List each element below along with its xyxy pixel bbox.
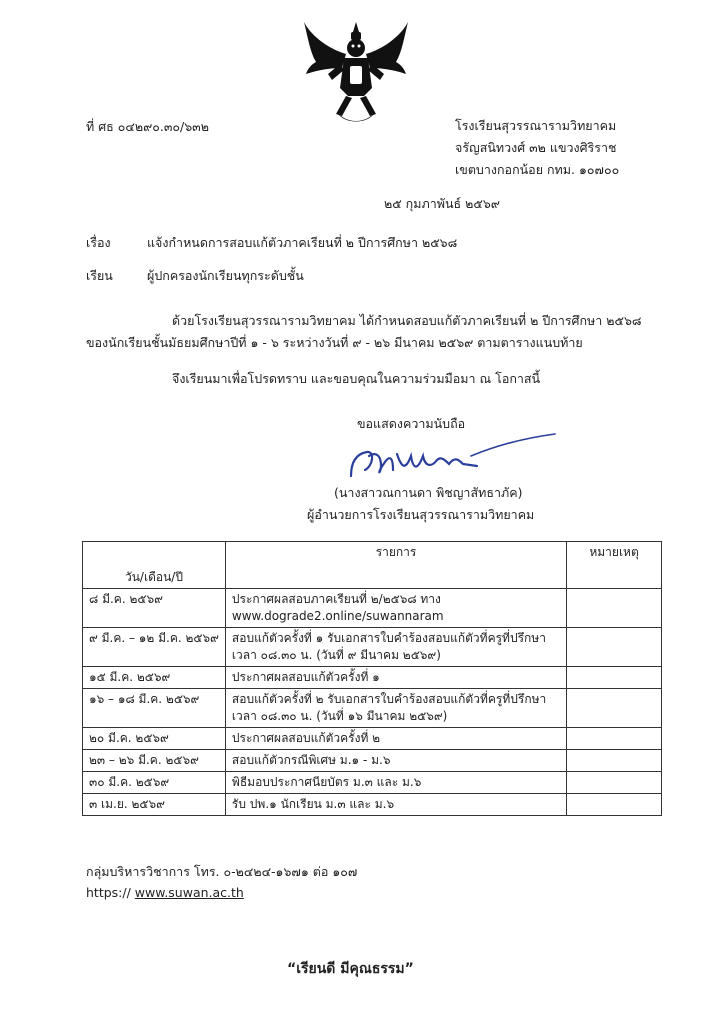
row-date: ๘ มี.ค. ๒๕๖๙ — [83, 589, 226, 628]
schedule-table — [82, 541, 662, 816]
table-row — [83, 689, 662, 728]
recipient-text: ผู้ปกครองนักเรียนทุกระดับชั้น — [147, 268, 304, 283]
table-row — [83, 589, 662, 628]
header-date: วัน/เดือน/ปี — [83, 542, 226, 589]
row-note — [567, 628, 662, 667]
row-note — [567, 589, 662, 628]
reference-number: ที่ ศธ ๐๔๒๙๐.๓๐/๖๓๒ — [86, 119, 209, 134]
body-paragraph-2: จึงเรียนมาเพื่อโปรดทราบ และขอบคุณในความร่วมมือมา ณ โอกาสนี้ — [172, 371, 541, 386]
row-item-link[interactable]: www.dograde2.online/suwannaram — [231, 609, 444, 623]
table-header-row — [83, 542, 662, 589]
address-line-2: เขตบางกอกน้อย กทม. ๑๐๗๐๐ — [455, 162, 620, 177]
subject-text: แจ้งกำหนดการสอบแก้ตัวภาคเรียนที่ ๒ ปีการศึกษา ๒๕๖๘ — [147, 235, 458, 250]
closing-phrase: ขอแสดงความนับถือ — [357, 416, 466, 431]
school-motto: “เรียนดี มีคุณธรรม” — [287, 961, 414, 977]
row-date: ๑๖ – ๑๘ มี.ค. ๒๕๖๙ — [83, 689, 226, 728]
school-name: โรงเรียนสุวรรณารามวิทยาคม — [455, 118, 617, 133]
row-item: ประกาศผลสอบแก้ตัวครั้งที่ ๒ — [225, 728, 566, 750]
row-item: ประกาศผลสอบแก้ตัวครั้งที่ ๑ — [225, 667, 566, 689]
signatory-name: (นางสาวณกานดา พิชญาสัทธาภัค) — [334, 485, 523, 500]
website-line — [86, 884, 244, 902]
row-note — [567, 750, 662, 772]
row-item-line: ประกาศผลสอบภาคเรียนที่ ๒/๒๕๖๘ ทาง — [231, 592, 441, 606]
header-note: หมายเหตุ — [567, 542, 662, 589]
row-item — [225, 689, 566, 728]
row-item-line: เวลา ๐๘.๓๐ น. (วันที่ ๙ มีนาคม ๒๕๖๙) — [231, 648, 441, 662]
row-item: พิธีมอบประกาศนียบัตร ม.๓ และ ม.๖ — [225, 772, 566, 794]
row-date: ๒๐ มี.ค. ๒๕๖๙ — [83, 728, 226, 750]
body-paragraph-1-line-1: ด้วยโรงเรียนสุวรรณารามวิทยาคม ได้กำหนดสอบแก้ตัวภาคเรียนที่ ๒ ปีการศึกษา ๒๕๖๘ — [172, 313, 642, 328]
row-date: ๙ มี.ค. – ๑๒ มี.ค. ๒๕๖๙ — [83, 628, 226, 667]
row-note — [567, 728, 662, 750]
table-row — [83, 794, 662, 816]
row-item — [225, 589, 566, 628]
url-prefix: https:// — [86, 885, 131, 900]
row-date: ๒๓ – ๒๖ มี.ค. ๒๕๖๙ — [83, 750, 226, 772]
row-note — [567, 794, 662, 816]
contact-info: กลุ่มบริหารวิชาการ โทร. ๐-๒๔๒๔-๑๖๗๑ ต่อ ๑๐๗ — [86, 864, 358, 879]
letter-date: ๒๕ กุมภาพันธ์ ๒๕๖๙ — [384, 196, 500, 211]
table-row — [83, 628, 662, 667]
row-item-line: เวลา ๐๘.๓๐ น. (วันที่ ๑๖ มีนาคม ๒๕๖๙) — [231, 709, 448, 723]
row-note — [567, 667, 662, 689]
row-date: ๑๕ มี.ค. ๒๕๖๙ — [83, 667, 226, 689]
garuda-emblem — [296, 18, 416, 128]
body-paragraph-1-line-2: ของนักเรียนชั้นมัธยมศึกษาปีที่ ๑ - ๖ ระหว่างวันที่ ๙ - ๒๖ มีนาคม ๒๕๖๙ ตามตารางแนบท้าย — [86, 335, 583, 350]
row-item — [225, 628, 566, 667]
table-row — [83, 772, 662, 794]
row-note — [567, 772, 662, 794]
table-row — [83, 750, 662, 772]
row-item-line: สอบแก้ตัวครั้งที่ ๑ รับเอกสารใบคำร้องสอบแก้ตัวที่ครูที่ปรึกษา — [231, 631, 546, 645]
address-line-1: จรัญสนิทวงศ์ ๓๒ แขวงศิริราช — [455, 140, 617, 155]
row-item-line: สอบแก้ตัวครั้งที่ ๒ รับเอกสารใบคำร้องสอบแก้ตัวที่ครูที่ปรึกษา — [231, 692, 547, 706]
website-link[interactable]: www.suwan.ac.th — [134, 885, 244, 900]
row-date: ๓๐ มี.ค. ๒๕๖๙ — [83, 772, 226, 794]
recipient-label: เรียน — [86, 268, 113, 283]
header-item: รายการ — [225, 542, 566, 589]
row-item: สอบแก้ตัวกรณีพิเศษ ม.๑ - ม.๖ — [225, 750, 566, 772]
row-item: รับ ปพ.๑ นักเรียน ม.๓ และ ม.๖ — [225, 794, 566, 816]
signatory-position: ผู้อำนวยการโรงเรียนสุวรรณารามวิทยาคม — [307, 507, 535, 522]
table-row — [83, 667, 662, 689]
handwritten-signature — [345, 426, 560, 484]
row-note — [567, 689, 662, 728]
table-row — [83, 728, 662, 750]
row-date: ๓ เม.ย. ๒๕๖๙ — [83, 794, 226, 816]
subject-label: เรื่อง — [86, 235, 111, 250]
